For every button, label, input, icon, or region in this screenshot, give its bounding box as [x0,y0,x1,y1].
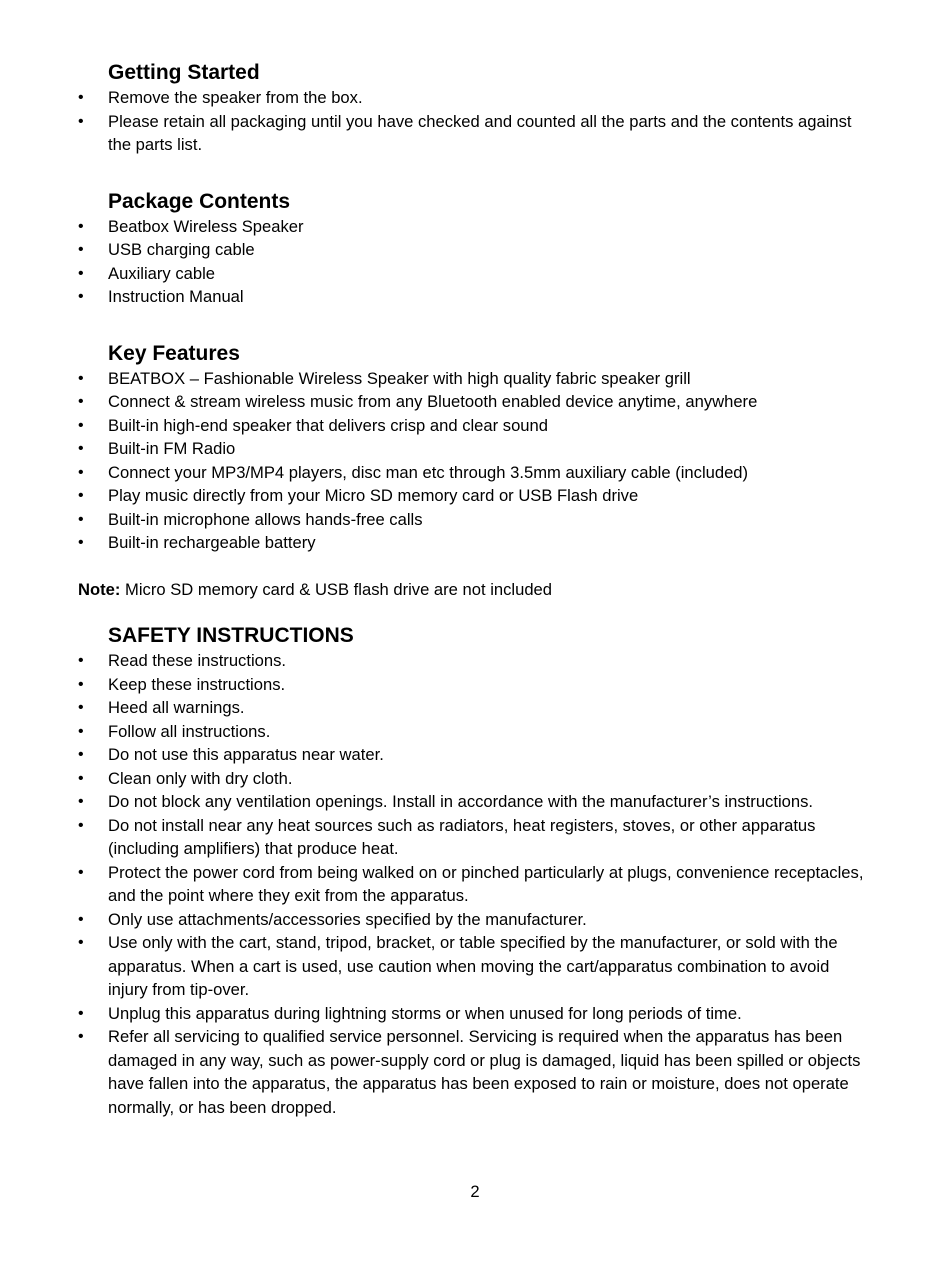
list-item: • Built-in microphone allows hands-free calls [78,508,870,532]
list-item: • Instruction Manual [78,285,870,309]
list-item: • Connect your MP3/MP4 players, disc man etc through 3.5mm auxiliary cable (included) [78,461,870,485]
list-item: • Built-in rechargeable battery [78,531,870,555]
package-contents-heading: Package Contents [108,189,291,213]
list-item: • Do not install near any heat sources such as radiators, heat registers, stoves, or other apparatus (including amplifiers) that produce heat. [78,814,870,861]
list-item: • Read these instructions. [78,649,870,673]
note-label: Note: [78,579,121,599]
list-item: • Protect the power cord from being walked on or pinched particularly at plugs, convenience receptacles, and the point where they exit from the apparatus. [78,861,870,908]
list-item: • Keep these instructions. [78,673,870,697]
list-item: • Use only with the cart, stand, tripod, bracket, or table specified by the manufacturer, or sold with the apparatus. When a cart is used, use caution when moving the cart/apparatus combination to avoid injury from tip-over. [78,931,870,1002]
list-item: • Do not use this apparatus near water. [78,743,870,767]
spacer [78,309,870,341]
key-features-heading: Key Features [108,341,240,365]
list-item: • Refer all servicing to qualified service personnel. Servicing is required when the apparatus has been damaged in any way, such as power-supply cord or plug is damaged, liquid has been spilled or objects have fallen into the apparatus, the apparatus has been exposed to rain or moisture, does not operate normally, or has been dropped. [78,1025,870,1119]
list-item: • Auxiliary cable [78,262,870,286]
list-item: • Heed all warnings. [78,696,870,720]
note-text: Micro SD memory card & USB flash drive are not included [120,579,553,599]
spacer [78,601,870,623]
page-number: 2 [470,1182,480,1201]
list-item: • Please retain all packaging until you have checked and counted all the parts and the contents against the parts list. [78,110,870,157]
spacer [78,157,870,189]
package-contents-list [78,215,870,309]
getting-started-heading: Getting Started [108,61,260,84]
note-paragraph [78,578,870,602]
safety-instructions-list [78,649,870,1119]
list-item: • Connect & stream wireless music from any Bluetooth enabled device anytime, anywhere [78,390,870,414]
spacer [78,555,870,578]
getting-started-list [78,86,870,157]
safety-instructions-heading: SAFETY INSTRUCTIONS [108,624,354,647]
list-item: • Clean only with dry cloth. [78,767,870,791]
key-features-list [78,367,870,555]
list-item: • Play music directly from your Micro SD memory card or USB Flash drive [78,484,870,508]
list-item: • Follow all instructions. [78,720,870,744]
list-item: • Only use attachments/accessories specified by the manufacturer. [78,908,870,932]
list-item: • Remove the speaker from the box. [78,86,870,110]
list-item: • Unplug this apparatus during lightning storms or when unused for long periods of time. [78,1002,870,1026]
list-item: • USB charging cable [78,238,870,262]
list-item: • Do not block any ventilation openings. Install in accordance with the manufacturer’s instructions. [78,790,870,814]
list-item: • Built-in FM Radio [78,437,870,461]
list-item: • Beatbox Wireless Speaker [78,215,870,239]
list-item: • Built-in high-end speaker that delivers crisp and clear sound [78,414,870,438]
list-item: • BEATBOX – Fashionable Wireless Speaker with high quality fabric speaker grill [78,367,870,391]
